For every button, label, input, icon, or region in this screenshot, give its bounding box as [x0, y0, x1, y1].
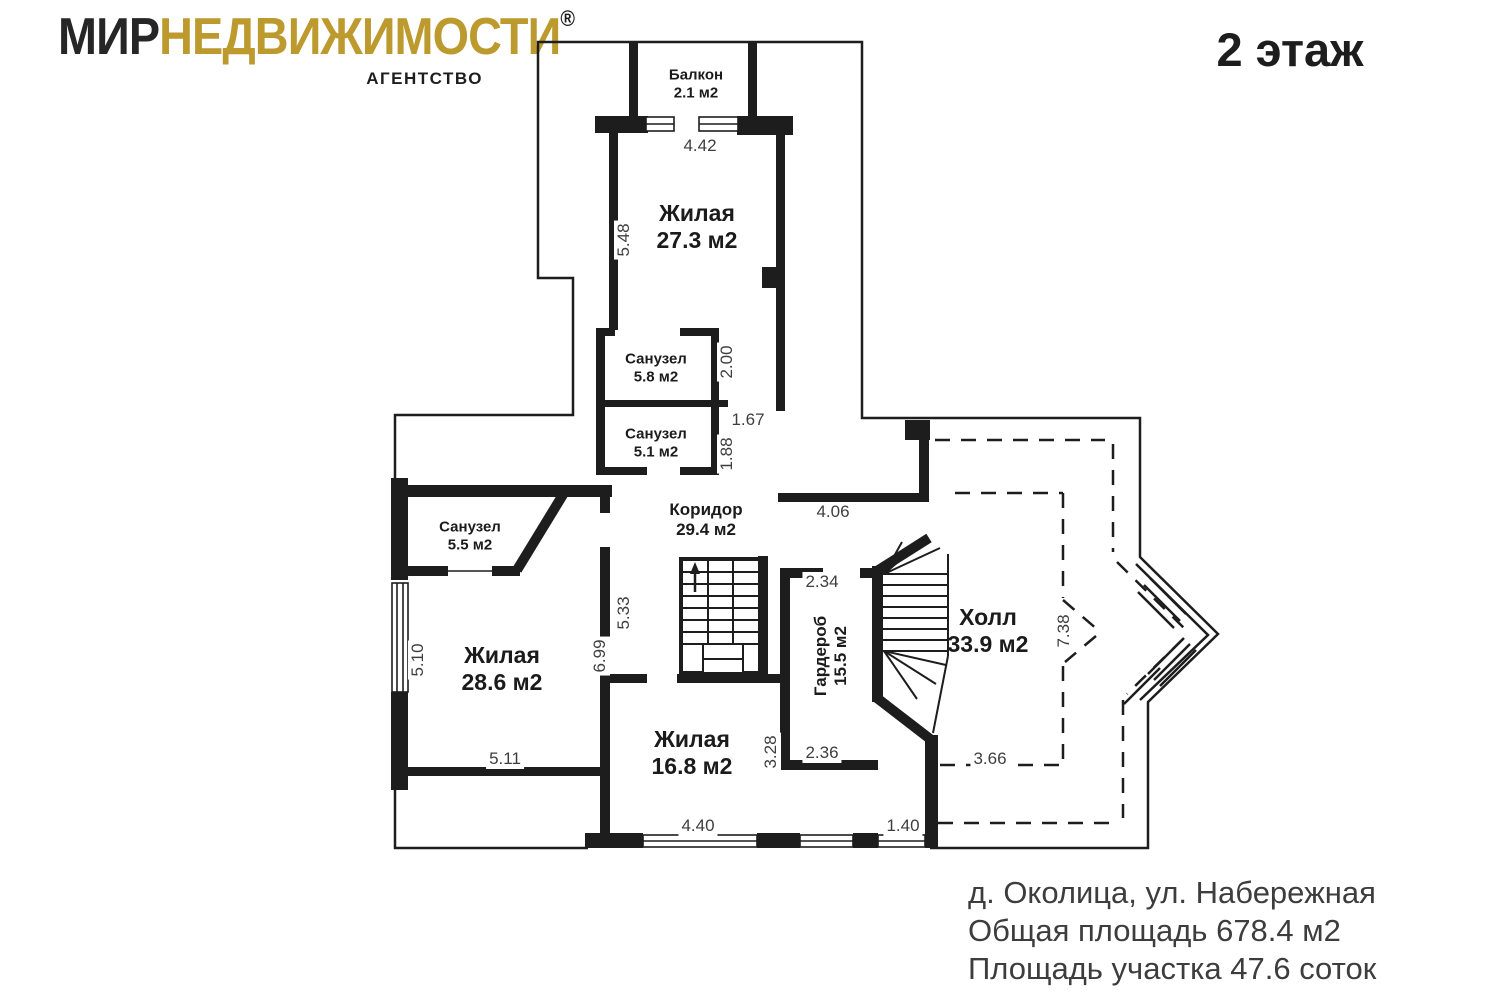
room-area: 15.5 м2: [831, 626, 850, 686]
logo-text-mir: МИР: [58, 8, 160, 66]
logo-text-nedvizhimosti: НЕДВИЖИМОСТИ: [159, 8, 561, 66]
room-area: 28.6 м2: [461, 669, 543, 695]
room-name: Санузел: [439, 518, 501, 536]
property-address: д. Околица, ул. Набережная: [968, 875, 1376, 910]
dim-6-99: 6.99: [590, 636, 610, 675]
room-label-living-28: [462, 642, 543, 696]
room-name: Коридор: [669, 499, 743, 519]
window-bottom-3: [878, 835, 925, 847]
dim-1-67: 1.67: [728, 410, 767, 430]
room-name: Жилая: [659, 199, 735, 226]
room-label-hall: [948, 604, 1029, 658]
room-area: 5.1 м2: [633, 443, 679, 460]
dim-5-33: 5.33: [614, 593, 634, 632]
room-name: Жилая: [654, 725, 730, 752]
dim-5-11: 5.11: [486, 749, 524, 769]
dim-4-06: 4.06: [813, 502, 852, 522]
room-name: Балкон: [668, 66, 724, 84]
property-lot-area: Площадь участка 47.6 соток: [968, 951, 1377, 986]
room-area: 16.8 м2: [651, 753, 733, 779]
dim-4-40: 4.40: [678, 816, 717, 836]
dim-7-38: 7.38: [1054, 611, 1074, 650]
room-label-living-16: [652, 726, 733, 780]
room-label-living-27: [657, 200, 738, 254]
registered-trademark-icon: ®: [560, 6, 575, 31]
window-bottom-1: [643, 835, 757, 847]
dim-1-88: 1.88: [717, 434, 737, 473]
outer-boundary-outline: [395, 42, 1218, 848]
property-info: [968, 874, 1376, 988]
window-left: [392, 583, 408, 692]
room-area: 2.1 м2: [673, 84, 719, 101]
staircase-straight: [681, 559, 765, 673]
room-area: 27.3 м2: [656, 227, 738, 253]
window-top-right: [699, 117, 738, 131]
dim-2-34: 2.34: [802, 572, 841, 592]
property-total-area: Общая площадь 678.4 м2: [968, 913, 1341, 948]
floor-title: 2 этаж: [1216, 23, 1364, 76]
window-bottom-2: [800, 835, 853, 847]
room-name: Санузел: [625, 425, 687, 443]
room-name: Холл: [959, 603, 1017, 630]
dim-3-66: 3.66: [970, 749, 1009, 769]
dim-2-00: 2.00: [717, 342, 737, 381]
room-area: 29.4 м2: [676, 520, 736, 539]
dim-4-42: 4.42: [680, 136, 719, 156]
dim-5-48: 5.48: [614, 220, 634, 259]
logo-subtitle: АГЕНТСТВО: [366, 69, 483, 88]
dim-2-36: 2.36: [802, 743, 841, 763]
room-area: 5.8 м2: [633, 368, 679, 385]
room-label-balcony: [669, 66, 723, 101]
room-area: 33.9 м2: [947, 631, 1029, 657]
room-label-corridor: [669, 500, 742, 540]
stair-direction-arrow: [690, 562, 700, 592]
room-name: Гардероб: [810, 615, 830, 697]
window-top-left: [646, 117, 674, 131]
dim-1-40: 1.40: [883, 816, 922, 836]
room-name: Жилая: [464, 641, 540, 668]
room-name: Санузел: [625, 350, 687, 368]
dim-5-10: 5.10: [408, 640, 428, 679]
room-label-wardrobe: [811, 616, 851, 696]
room-area: 5.5 м2: [447, 536, 493, 553]
dim-3-28: 3.28: [761, 732, 781, 771]
room-label-bath-5-8: [625, 350, 687, 385]
room-label-bath-5-1: [625, 425, 687, 460]
room-label-bath-5-5: [439, 518, 501, 553]
